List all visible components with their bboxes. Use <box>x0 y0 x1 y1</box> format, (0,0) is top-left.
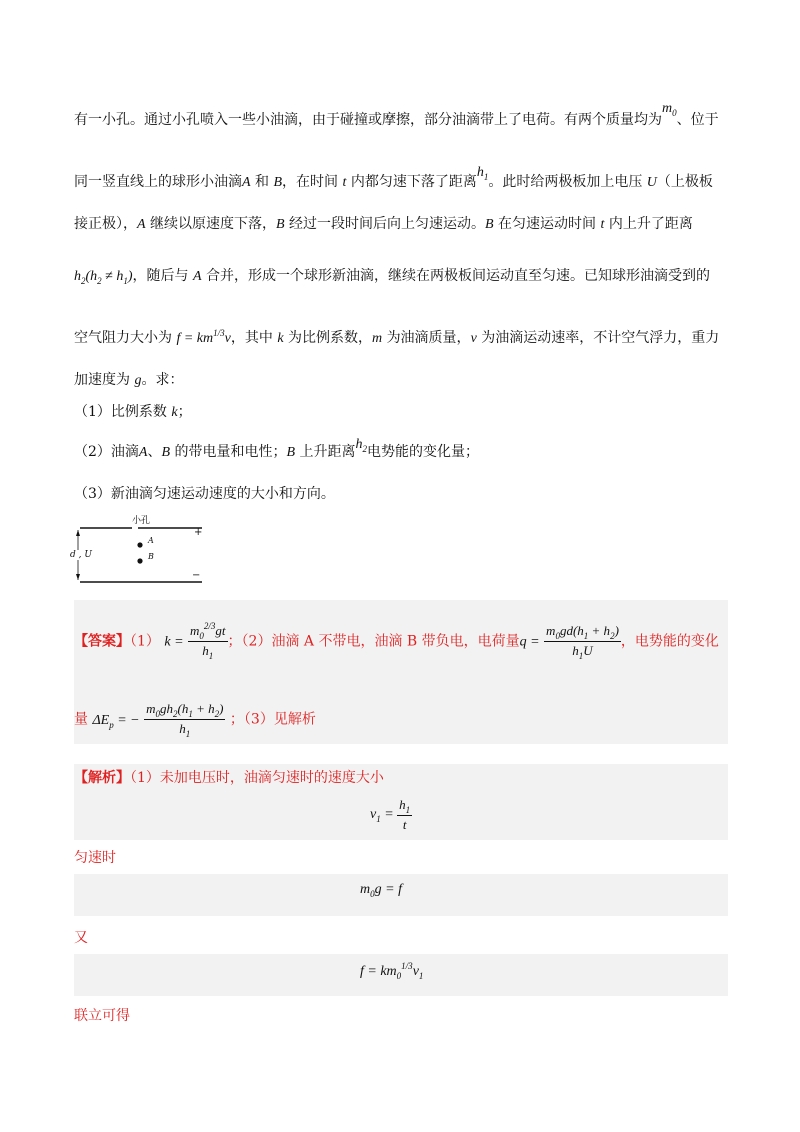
capacitor-figure <box>70 512 210 592</box>
hole-label: 小孔 <box>132 516 151 526</box>
text-uniform: 匀速时 <box>74 850 116 866</box>
answer-line-1: 【答案】（1） k = $\frac{m_0^{2/3}gt}{h_1}$ ；（2）油滴 A 不带电，油滴 B 带负电，电荷量q = $\frac{m_0gd(h_1 + h_2)}{h_1U}$ ，电势能的变化 <box>74 621 719 661</box>
problem-line-2: 同一竖直线上的球形小油滴A 和 B，在时间 t 内都匀速下落了距离$h_1$。此时给两极板加上电压 U（上极板 <box>74 165 713 190</box>
gap-label: d , U <box>70 550 92 560</box>
text-also: 又 <box>74 930 88 946</box>
problem-line-6: 加速度为 g。求： <box>74 372 184 388</box>
equation-v1: $v_1$ = $\frac{h_1}{t}$ <box>370 797 411 832</box>
answer-line-2: 量 $\Delta E_p$ = − $\frac{m_0gh_2(h_1 + h_2)}{h_1}$ ；（3）见解析 <box>74 701 316 739</box>
problem-line-1: 有一小孔。通过小孔喷入一些小油滴，由于碰撞或摩擦，部分油滴带上了电荷。有两个质量均为$m_0$、位于 <box>74 101 719 128</box>
problem-line-4: $h_2(h_2 \ne h_1)$，随后与 A 合并，形成一个球形新油滴，继续在两极板间运动直至匀速。已知球形油滴受到的 <box>74 268 710 286</box>
label-b: B <box>148 552 154 561</box>
problem-line-3: 接正极），A 继续以原速度下落，B 经过一段时间后向上匀速运动。B 在匀速运动时间 t 内上升了距离 <box>74 216 693 232</box>
question-2: （2）油滴A、B 的带电量和电性；B 上升距离$h_2$电势能的变化量； <box>74 437 480 460</box>
droplet-a <box>137 542 142 547</box>
label-a: A <box>148 536 154 545</box>
droplet-b <box>137 558 142 563</box>
question-1: （1）比例系数 k； <box>74 404 192 420</box>
minus-sign: − <box>192 570 201 581</box>
question-3: （3）新油滴匀速运动速度的大小和方向。 <box>74 486 335 502</box>
analysis-intro: 【解析】（1）未加电压时，油滴匀速时的速度大小 <box>74 770 384 786</box>
problem-line-5: 空气阻力大小为 $f = km^{1/3}v$，其中 k 为比例系数，m 为油滴质量，v 为油滴运动速率，不计空气浮力，重力 <box>74 328 720 346</box>
text-combine: 联立可得 <box>74 1008 130 1024</box>
equation-balance: $m_0g = f$ <box>360 882 402 899</box>
plus-sign: + <box>194 527 203 538</box>
equation-drag: $f = km_0^{1/3}v_1$ <box>360 961 424 981</box>
